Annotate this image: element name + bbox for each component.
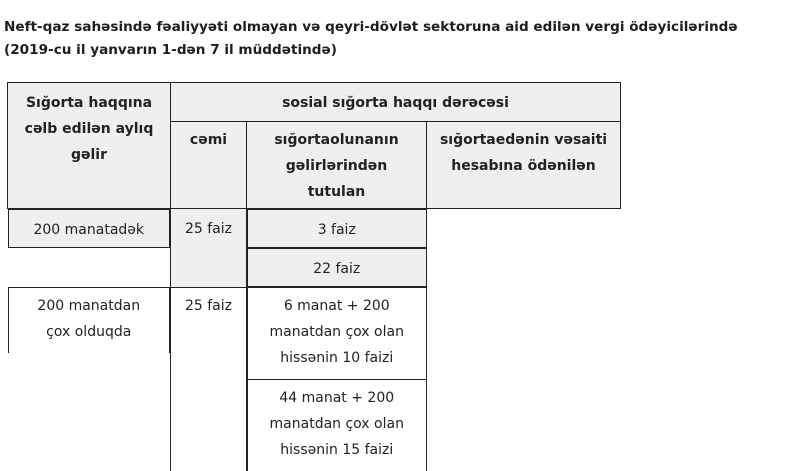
cell-insured-line-1: 6 manat + 200 (252, 293, 422, 319)
cell-total: 25 faiz (171, 287, 247, 471)
insurance-rates-table (7, 82, 621, 471)
cell-income (8, 287, 171, 353)
header-insurer-share (427, 122, 621, 209)
heading-line-2: (2019-cu il yanvarın 1-dən 7 il müddətində) (4, 39, 808, 62)
cell-income-line-1: 200 manatdan (13, 293, 166, 319)
header-total: cəmi (171, 122, 247, 209)
header-insurer-line-1: sığortaedənin vəsaiti (431, 127, 616, 153)
table-header (8, 83, 621, 209)
header-insured-line-2: gəlirlərindən (251, 153, 422, 179)
header-insured-share (247, 122, 427, 209)
cell-income-line-1: 200 manatadək (13, 217, 166, 243)
cell-insured-line-3: hissənin 10 faizi (252, 345, 422, 371)
cell-insurer-line-2: manatdan çox olan (252, 411, 422, 437)
cell-income-line-2: çox olduqda (13, 319, 166, 345)
header-insured-line-1: sığortaolunanın (251, 127, 422, 153)
header-income (8, 83, 171, 209)
cell-insurer-line-1: 44 manat + 200 (252, 385, 422, 411)
page-heading (4, 16, 808, 62)
header-row-1 (8, 83, 621, 122)
cell-insurer-line-1: 22 faiz (252, 256, 422, 282)
header-income-line-3: gəlir (12, 142, 166, 168)
header-insurer-line-2: hesabına ödənilən (431, 153, 616, 179)
header-insured-line-3: tutulan (251, 179, 422, 205)
cell-insured (247, 209, 427, 248)
heading-line-1: Neft-qaz sahəsində fəaliyyəti olmayan və qeyri-dövlət sektoruna aid edilən vergi ödəyicilərində (4, 16, 808, 39)
cell-insurer (247, 248, 427, 287)
header-income-line-1: Sığorta haqqına (12, 90, 166, 116)
table-row (8, 287, 621, 471)
cell-total: 25 faiz (171, 209, 247, 288)
cell-insurer (247, 379, 427, 471)
header-income-line-2: cəlb edilən aylıq (12, 116, 166, 142)
cell-insured-line-1: 3 faiz (252, 217, 422, 243)
cell-insured (247, 287, 427, 379)
table-row (8, 209, 621, 288)
header-rate-group: sosial sığorta haqqı dərəcəsi (171, 83, 621, 122)
cell-insured-line-2: manatdan çox olan (252, 319, 422, 345)
cell-insurer-line-3: hissənin 15 faizi (252, 437, 422, 463)
table-body (8, 209, 621, 471)
cell-income (8, 209, 171, 248)
